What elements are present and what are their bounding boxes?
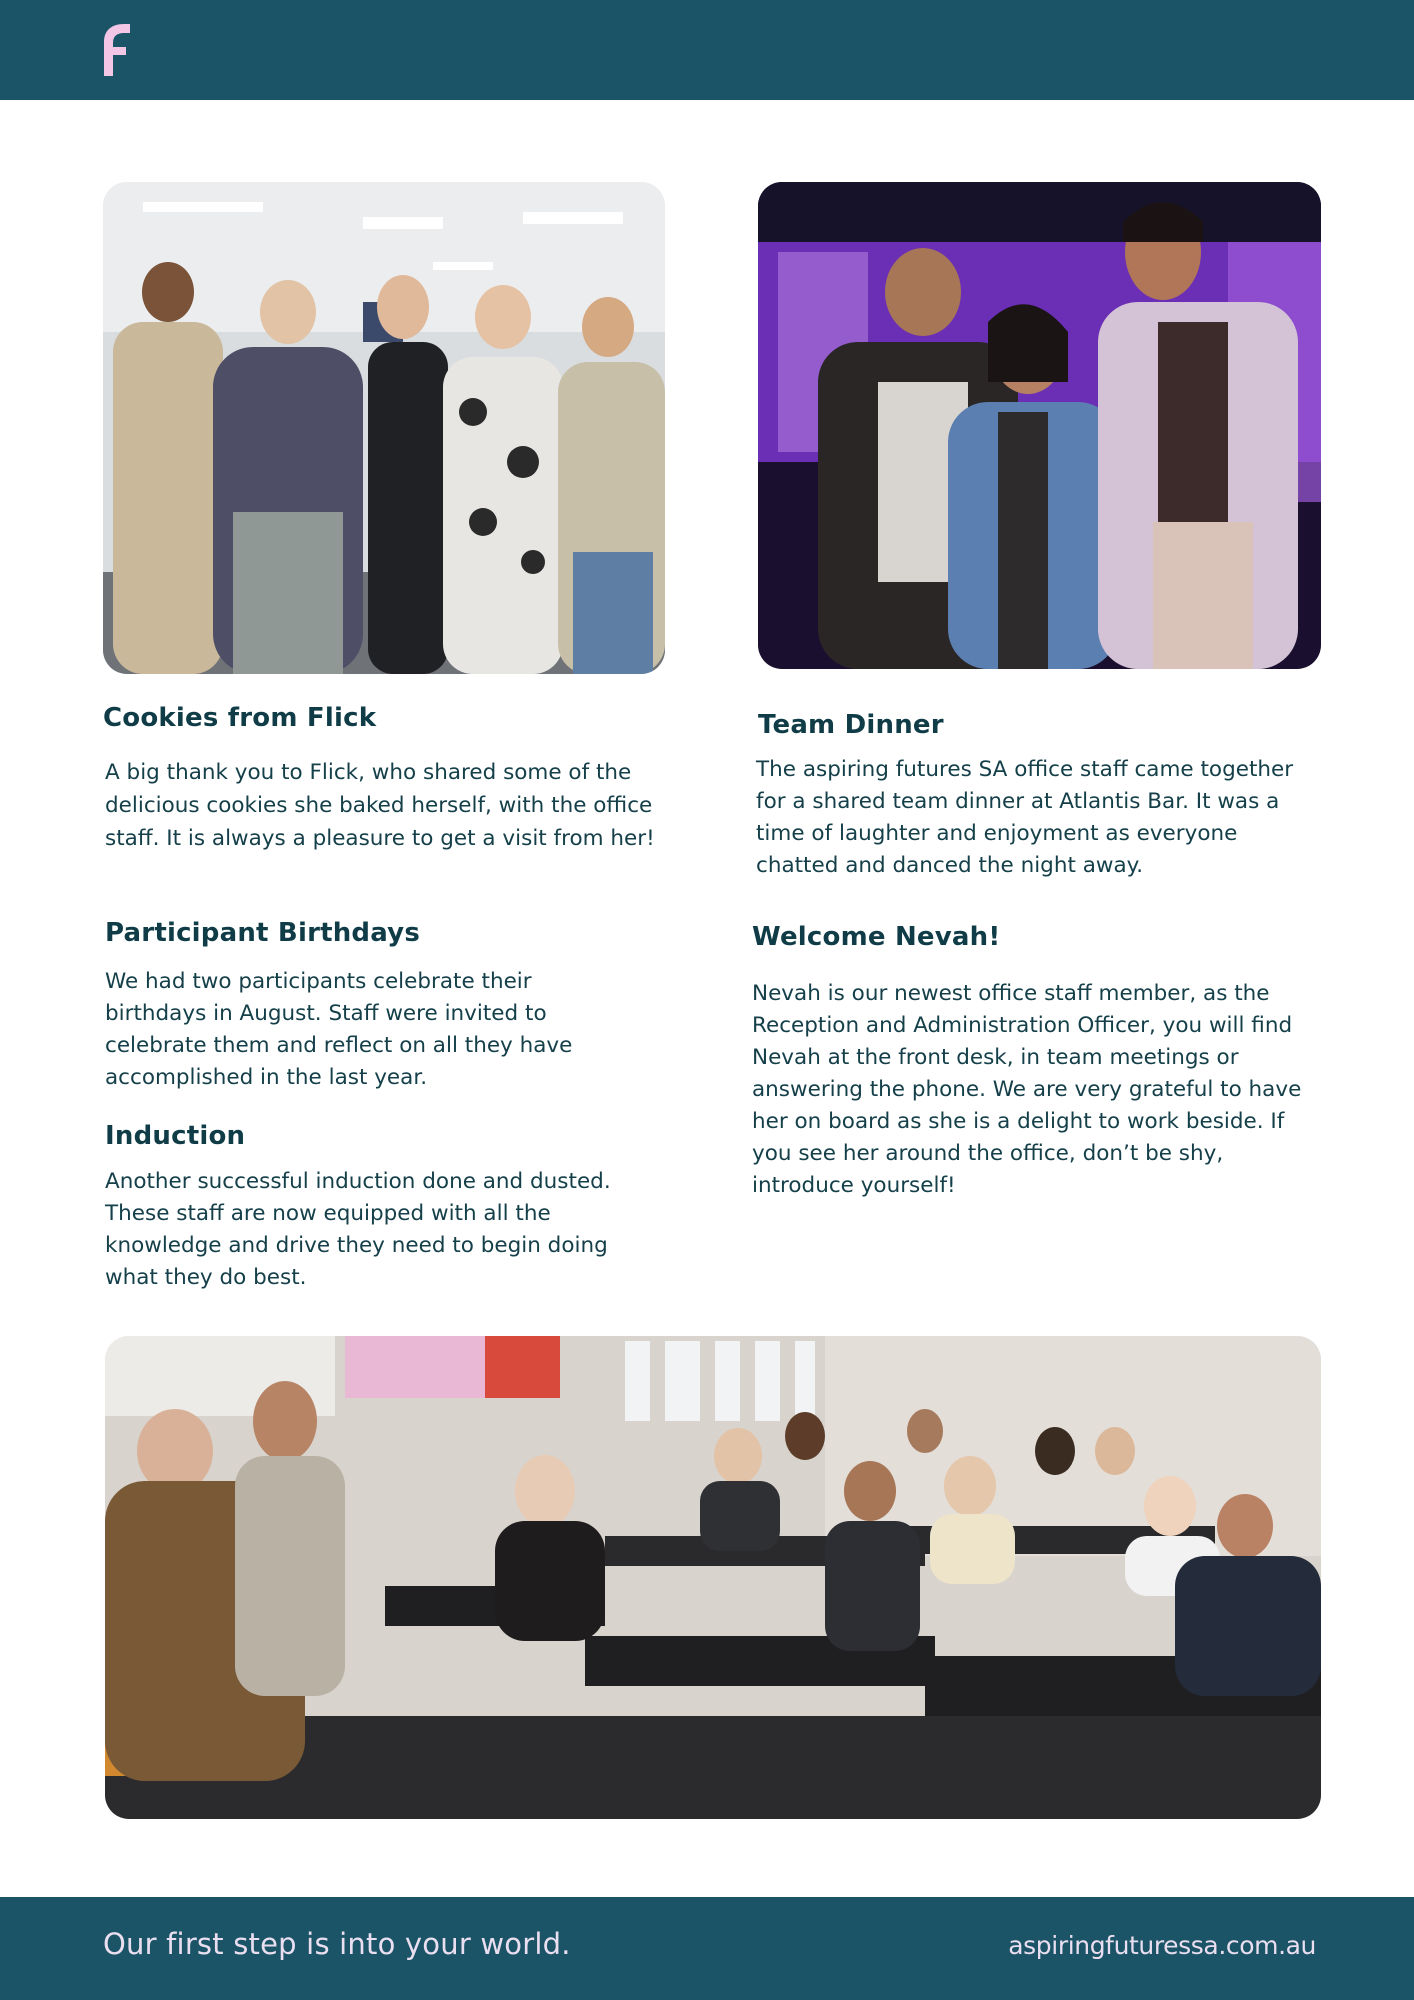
induction-title: Induction	[105, 1121, 246, 1151]
team-dinner-title: Team Dinner	[758, 710, 944, 740]
footer-tagline: Our first step is into your world.	[103, 1927, 571, 1961]
cookies-photo	[103, 182, 665, 674]
cookies-body: A big thank you to Flick, who shared some of the delicious cookies she baked herself, with the office staff. It is always a pleasure to get a visit from her!	[105, 760, 655, 851]
team-dinner-body: The aspiring futures SA office staff came together for a shared team dinner at Atlantis Bar. It was a time of laughter and enjoyment as everyone chatted and danced the night away.	[756, 757, 1294, 878]
footer-banner	[0, 1897, 1414, 2000]
f-brand-icon	[96, 20, 136, 80]
induction-group-photo	[105, 1336, 1321, 1819]
website-link[interactable]: aspiringfuturessa.com.au	[1008, 1931, 1316, 1960]
birthdays-title: Participant Birthdays	[105, 918, 421, 948]
birthdays-body: We had two participants celebrate their birthdays in August. Staff were invited to celebrate them and reflect on all they have accomplished in the last year.	[105, 969, 573, 1090]
cookies-title: Cookies from Flick	[103, 703, 377, 733]
top-banner	[0, 0, 1414, 100]
welcome-body: Nevah is our newest office staff member, as the Reception and Administration Officer, you will find Nevah at the front desk, in team meetings or answering the phone. We are very grateful to have her on board as she is a delight to work beside. If you see her around the office, don’t be shy, introduce yourself!	[752, 981, 1302, 1198]
team-dinner-photo	[758, 182, 1321, 669]
welcome-title: Welcome Nevah!	[752, 922, 1001, 952]
induction-body: Another successful induction done and dusted. These staff are now equipped with all the knowledge and drive they need to begin doing what they do best.	[105, 1169, 611, 1290]
